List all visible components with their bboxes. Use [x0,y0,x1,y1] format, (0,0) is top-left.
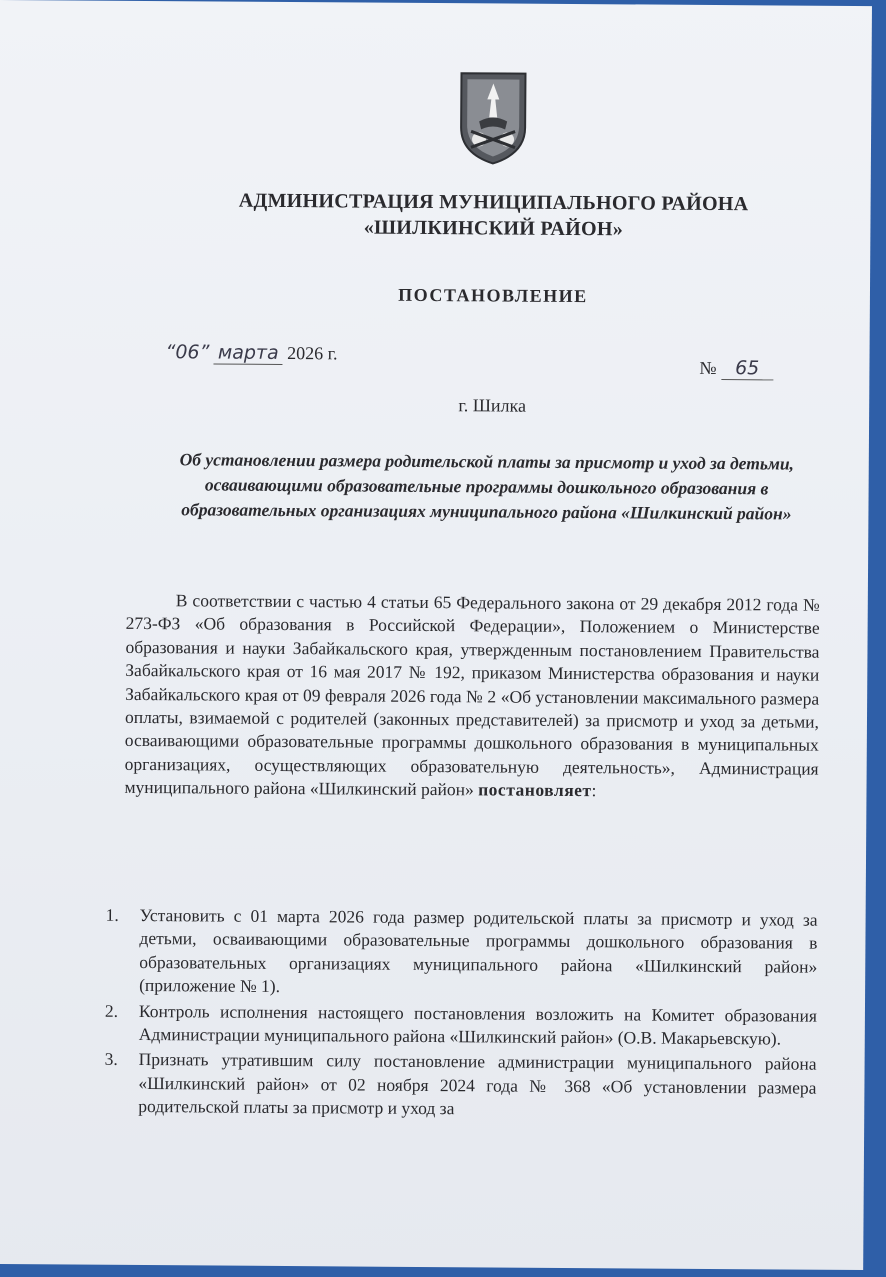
date-year: 2026 г. [287,343,338,364]
list-item [103,904,818,1003]
number-label: № [699,357,717,379]
item-number: 1. [105,904,119,925]
item-text: Признать утратившим силу постановление администрации муниципального района «Шилкинский район» от 02 ноября 2024 года № 368 «Об установлении размера родительской платы за присмотр и уход за [138,1049,817,1119]
item-text: Контроль исполнения настоящего постановления возложить на Комитет образования Администрации муниципального района «Шилкинский район» (О.В. Макарьевскую). [138,1000,818,1049]
date-close-quote: ” [199,341,210,364]
date-open-quote: “ [165,341,176,364]
issuer-line-2: «ШИЛКИНСКИЙ РАЙОН» [363,216,624,241]
list-item [102,1048,816,1123]
date-day: 06 [175,341,200,364]
document-type: ПОСТАНОВЛЕНИЕ [398,284,588,307]
item-text: Установить с 01 марта 2026 года размер родительской платы за присмотр и уход за детьми, осваивающими образовательные программы дошкольного образования в образовательных организациях муниципального района «Шилкинский район» (приложение № 1). [139,904,818,997]
date-month: марта [214,342,283,365]
coat-of-arms-emblem [457,69,530,166]
resolution-items [102,904,817,1126]
item-number: 3. [104,1049,118,1070]
issuer-header [148,187,838,244]
document-date [165,341,337,364]
item-number: 2. [104,1000,119,1021]
preamble-text: В соответствии с частью 4 статьи 65 Федерального закона от 29 декабря 2012 года № 273-ФЗ «Об образования в Российской Федерации», Положением о Министерстве образования и науки Забайкальского края, утвержденным постановлением Правительства Забайкальского края от 16 мая 2017 № 192, приказом Министерства образования и науки Забайкальского края от 09 февраля 2026 года № 2 «Об установлении максимального размера оплаты, взимаемой с родителей (законных представителей) за присмотр и уход за детьми, осваивающими образовательные программы дошкольного образования в муниципальных организациях, осуществляющих образовательную деятельность», Администрация муниципального района «Шилкинский район» [124,590,820,800]
preamble-paragraph [124,589,819,804]
city: г. Шилка [458,395,527,416]
preamble-verb: постановляет [478,779,592,801]
issuer-line-1: АДМИНИСТРАЦИЯ МУНИЦИПАЛЬНОГО РАЙОНА [238,189,749,216]
preamble-end: : [591,780,597,801]
list-item [103,999,817,1051]
document-number [699,357,773,380]
number-value: 65 [721,357,773,380]
document-title: Об установлении размера родительской платы за присмотр и уход за детьми, осваивающими образовательные программы дошкольного образования в образовательных организациях муниципального района «Шилкинский район» [179,449,795,524]
